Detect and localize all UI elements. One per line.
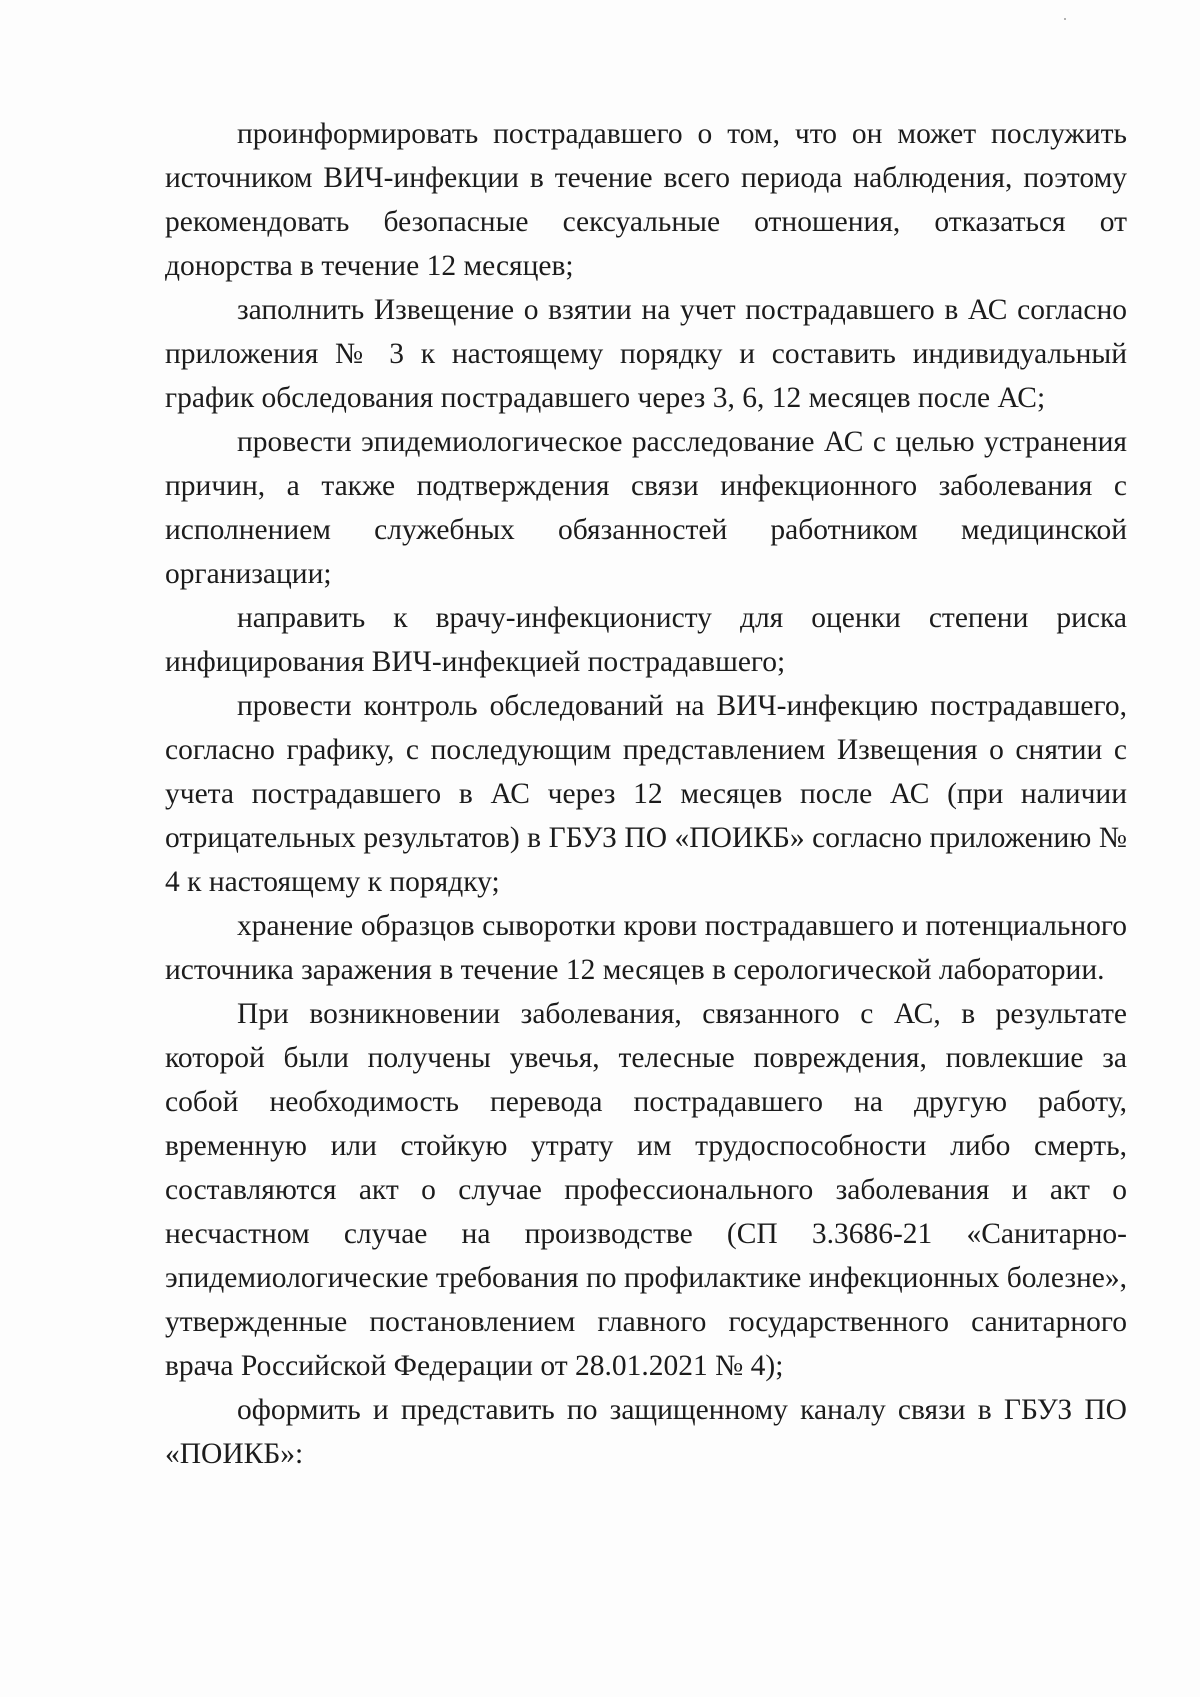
paragraph-control-examinations: провести контроль обследований на ВИЧ-инфекцию пострадавшего, согласно графику, с последующим представлением Извещения о снятии с учета пострадавшего в АС через 12 месяцев после АС (при наличии отрицательных результатов) в ГБУЗ ПО «ПОИКБ» согласно приложению № 4 к настоящему к порядку;: [165, 690, 1127, 898]
paragraph-fill-notice: заполнить Извещение о взятии на учет пострадавшего в АС согласно приложения № 3 к настоящему порядку и составить индивидуальный график обследования пострадавшего через 3, 6, 12 месяцев после АС;: [165, 294, 1127, 414]
paragraph-refer-infectionist: направить к врачу-инфекционисту для оценки степени риска инфицирования ВИЧ-инфекцией пострадавшего;: [165, 602, 1127, 678]
paragraph-investigation: провести эпидемиологическое расследование АС с целью устранения причин, а также подтверждения связи инфекционного заболевания с исполнением служебных обязанностей работником медицинской организации;: [165, 426, 1127, 590]
paragraph-inform-victim: проинформировать пострадавшего о том, что он может послужить источником ВИЧ-инфекции в течение всего периода наблюдения, поэтому рекомендовать безопасные сексуальные отношения, отказаться от донорства в течение 12 месяцев;: [165, 118, 1127, 282]
paragraph-occupational-disease: При возникновении заболевания, связанного с АС, в результате которой были получены увечья, телесные повреждения, повлекшие за собой необходимость перевода пострадавшего на другую работу, временную или стойкую утрату им трудоспособности либо смерть, составляются акт о случае профессионального заболевания и акт о несчастном случае на производстве (СП 3.3686-21 «Санитарно-эпидемиологические требования по профилактике инфекционных болезне», утвержденные постановлением главного государственного санитарного врача Российской Федерации от 28.01.2021 № 4);: [165, 998, 1127, 1382]
scan-speck: [1064, 18, 1066, 20]
paragraph-submit-report: оформить и представить по защищенному каналу связи в ГБУЗ ПО «ПОИКБ»:: [165, 1394, 1127, 1470]
document-body: [165, 112, 1127, 1476]
paragraph-serum-storage: хранение образцов сыворотки крови пострадавшего и потенциального источника заражения в течение 12 месяцев в серологической лаборатории.: [165, 910, 1127, 986]
